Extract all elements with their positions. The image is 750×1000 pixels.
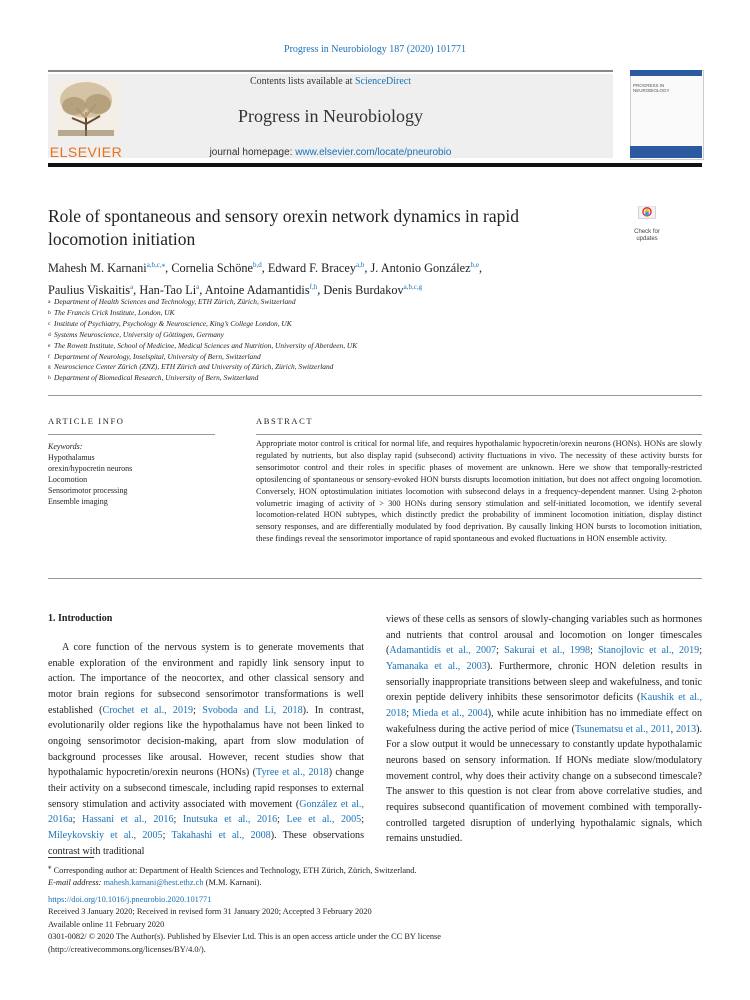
affiliation-list bbox=[48, 297, 708, 384]
received-dates: Received 3 January 2020; Received in revised form 31 January 2020; Accepted 3 February 2020 bbox=[48, 907, 372, 917]
keyword-item: Locomotion bbox=[48, 475, 88, 484]
email-line bbox=[48, 877, 702, 890]
elsevier-wordmark[interactable]: ELSEVIER bbox=[49, 144, 123, 160]
citation-link[interactable]: Stanojlovic et al., 2019 bbox=[598, 645, 700, 657]
citation-link[interactable]: Crochet et al., 2019 bbox=[102, 704, 194, 716]
journal-title[interactable]: Progress in Neurobiology bbox=[238, 106, 423, 126]
keywords-label: Keywords: bbox=[48, 442, 83, 451]
masthead-bottom-rule bbox=[48, 163, 702, 167]
author-name[interactable]: Han-Tao Li bbox=[139, 283, 197, 298]
citation-link[interactable]: 2013 bbox=[675, 723, 697, 735]
keywords-block bbox=[48, 441, 218, 507]
article-title-line-2: locomotion initiation bbox=[48, 229, 196, 249]
sciencedirect-link[interactable]: ScienceDirect bbox=[354, 76, 412, 87]
affiliation-letter: d bbox=[48, 331, 51, 338]
cover-top-bar bbox=[630, 70, 702, 76]
affiliation-letter: f bbox=[48, 353, 50, 360]
affiliation-letter: h bbox=[48, 375, 51, 382]
affiliation-text: Department of Biomedical Research, University of Bern, Switzerland bbox=[54, 373, 259, 383]
abstract-heading: ABSTRACT bbox=[256, 416, 314, 426]
citation-link[interactable]: Kaushik et al., 2018 bbox=[386, 692, 702, 719]
affiliation-item bbox=[48, 352, 708, 363]
author-name[interactable]: Mahesh M. Karnani bbox=[48, 261, 147, 276]
author-name[interactable]: Antoine Adamantidis bbox=[204, 283, 310, 298]
affiliation-item bbox=[48, 362, 708, 373]
author-affiliation-marks[interactable]: a bbox=[130, 283, 134, 292]
intro-paragraph-right: views of these cells as sensors of slowly-changing variables such as hormones and nutrients that control arousal and locomotion on longer timescales (Adamantidis et al., 2007; Sakurai et al., 1998; Stanojlovic et al., 2019; Yamanaka et al., 2003). Furthermore, chronic HON deletion results in sensorially inappropriate transitions between sleep and wakefulness, and tonic orexin peptide delivery inhibits these sensorimotor deficits (Kaushik et al., 2018; Mieda et al., 2004), while acute inhibition has no immediate effect on wakefulness during the active period of mice (Tsunematsu et al., 2011, 2013). For a slow output it would be unnecessary to constantly update hypothalamic neurons based on sensory information. If HONs mediate slow/modulatory movement control, why does their activity change on a subsecond timescale? The answer to this question is not clear from above correlative studies, and requires subsecond quantification of movement combined with temporally-controlled targeted disruption of underlying hypothalamic signals, which remains unstudied. bbox=[386, 614, 703, 845]
affiliation-letter: a bbox=[48, 299, 51, 305]
copyright-line: 0301-0082/ © 2020 The Author(s). Published by Elsevier Ltd. This is an open access article under the CC BY license bbox=[48, 932, 442, 942]
corresponding-line bbox=[48, 861, 702, 877]
email-link[interactable]: mahesh.karnani@hest.ethz.ch bbox=[103, 878, 204, 888]
footnote-mark: ⁎ bbox=[48, 863, 52, 871]
author-separator: , bbox=[478, 261, 483, 276]
affiliation-text: Neuroscience Center Zürich (ZNZ), ETH Zürich and University of Zürich, Zürich, Switzerland bbox=[54, 362, 334, 372]
journal-homepage bbox=[48, 147, 613, 158]
author-name[interactable]: Denis Burdakov bbox=[323, 283, 404, 298]
affiliation-letter: b bbox=[48, 309, 51, 316]
author-separator: , bbox=[133, 283, 140, 298]
author-separator: , bbox=[261, 261, 268, 276]
intro-paragraph-left: A core function of the nervous system is to generate movements that enable exploration of the environment and rapidly link sensory input to action. The importance of the neocortex, and other classical sensory and motor brain regions for subsecond sensorimotor transformations is well established (Crochet et al., 2019; Svoboda and Li, 2018). In contrast, evolutionarily older regions like the hypothalamus have not been linked to ongoing sensorimotor decision-making, apart from slow modulation of background processes like arousal. However, recent studies show that hypothalamic hypocretin/orexin neurons (HONs) (Tyree et al., 2018) change their activity on a subsecond timescale, including rapid responses to external sensory stimulation and activity associated with movement (González et al., 2016a; Hassani et al., 2016; Inutsuka et al., 2016; Lee et al., 2005; Mileykovskiy et al., 2005; Takahashi et al., 2008). These observations contrast with traditional bbox=[48, 642, 365, 857]
homepage-prefix: journal homepage: bbox=[209, 147, 296, 158]
author-list bbox=[48, 256, 708, 300]
citation-link[interactable]: Tyree et al., 2018 bbox=[255, 767, 329, 779]
author-affiliation-marks[interactable]: b,e bbox=[470, 261, 479, 269]
author-separator: , bbox=[317, 283, 324, 298]
abstract-text: Appropriate motor control is critical for normal life, and requires hypothalamic hypocretin/orexin neurons (HONs). HONs are slowly regulated by nutrients, but also display rapid (subsecond) activity fluctuations in vivo. The necessity of these activity bursts for sensorimotor control and their roles in specific phases of movement are unknown. Here we show that temporally-restricted optosilencing of spontaneous or sensory-evoked HON bursts disrupts locomotion initiation, but does not affect ongoing locomotion. Conversely, HON optostimulation initiates locomotion with subsecond delays in a frequency-dependent manner. Using 2-photon volumetric imaging of activity of > 300 HONs during sensory stimulation and self-initiated locomotion, we identify several locomotion-related HON subtypes, which distinctly predict the probability of imminent locomotion initiation, display distinct sensory responses, and are differentially modulated by food deprivation. By causally linking HON bursts to locomotion initiation, these findings reveal the sensorimotor importance of rapid spontaneous and evoked fluctuations in HON ensemble activity. bbox=[256, 439, 702, 544]
citation-link[interactable]: Mileykovskiy et al., 2005 bbox=[48, 829, 163, 841]
affiliation-text: Systems Neuroscience, University of Göttingen, Germany bbox=[54, 329, 224, 339]
author-name[interactable]: Paulius Viskaitis bbox=[48, 283, 131, 298]
citation-link[interactable]: Svoboda and Li, 2018 bbox=[202, 704, 303, 716]
doi-link[interactable]: https://doi.org/10.1016/j.pneurobio.2020.101771 bbox=[48, 895, 212, 904]
citation-link[interactable]: González et al., 2016a bbox=[48, 798, 364, 826]
author-separator: , bbox=[199, 283, 205, 298]
article-info-heading: ARTICLE INFO bbox=[48, 416, 125, 426]
corresponding-text: Corresponding author at: Department of Health Sciences and Technology, ETH Zürich, Zürich, Switzerland. bbox=[51, 865, 417, 875]
homepage-link[interactable]: www.elsevier.com/locate/pneurobio bbox=[295, 147, 452, 158]
author-separator: , bbox=[165, 261, 172, 276]
affiliation-item bbox=[48, 330, 708, 341]
affiliation-letter: g bbox=[48, 364, 51, 371]
article-footer bbox=[48, 894, 702, 956]
affiliation-letter: e bbox=[48, 342, 51, 349]
article-title bbox=[48, 205, 608, 251]
citation-link[interactable]: Sakurai et al., 1998 bbox=[504, 645, 591, 657]
author-affiliation-marks[interactable]: a,b,c,⁎ bbox=[146, 261, 166, 269]
affiliation-text: The Francis Crick Institute, London, UK bbox=[54, 307, 175, 317]
affiliation-item bbox=[48, 308, 708, 319]
citation-link[interactable]: Mieda et al., 2004 bbox=[412, 707, 488, 719]
citation-link[interactable]: Tsunematsu et al., 2011 bbox=[574, 723, 671, 735]
affiliation-text: Department of Neurology, Inselspital, University of Bern, Switzerland bbox=[54, 351, 261, 361]
email-suffix: (M.M. Karnani). bbox=[203, 878, 262, 888]
citation-link[interactable]: Lee et al., 2005 bbox=[286, 814, 362, 826]
license-line: (http://creativecommons.org/licenses/BY/4.0/). bbox=[48, 944, 206, 954]
author-name[interactable]: Edward F. Bracey bbox=[267, 261, 356, 276]
divider-bottom bbox=[48, 578, 702, 579]
abstract-rule bbox=[256, 434, 702, 435]
keyword-item: Ensemble imaging bbox=[48, 497, 108, 506]
author-affiliation-marks[interactable]: f,h bbox=[309, 283, 318, 292]
citation-line[interactable]: Progress in Neurobiology 187 (2020) 101771 bbox=[284, 44, 466, 55]
check-for-updates-label[interactable]: Check for updates bbox=[634, 229, 660, 242]
email-label: E-mail address: bbox=[48, 878, 104, 888]
footnote-rule bbox=[48, 857, 94, 858]
author-name[interactable]: J. Antonio González bbox=[370, 261, 471, 276]
author-name[interactable]: Cornelia Schöne bbox=[171, 261, 253, 276]
keyword-item: Sensorimotor processing bbox=[48, 486, 128, 495]
intro-column-left bbox=[48, 640, 364, 859]
check-for-updates-icon[interactable] bbox=[628, 206, 666, 228]
cover-bottom-bar bbox=[630, 146, 702, 158]
contents-line bbox=[48, 76, 613, 87]
affiliation-item bbox=[48, 297, 708, 308]
keyword-item: Hypothalamus bbox=[48, 453, 95, 462]
article-info-rule bbox=[48, 434, 215, 435]
introduction-heading: 1. Introduction bbox=[48, 613, 113, 624]
author-affiliation-marks[interactable]: b,d bbox=[252, 261, 262, 269]
corresponding-author-footnote bbox=[48, 861, 702, 890]
author-affiliation-marks[interactable]: a,b bbox=[356, 261, 365, 269]
online-date: Available online 11 February 2020 bbox=[48, 919, 165, 929]
divider-top bbox=[48, 395, 702, 396]
affiliation-text: Institute of Psychiatry, Psychology & Neuroscience, King’s College London, UK bbox=[54, 318, 292, 328]
contents-prefix: Contents lists available at bbox=[249, 76, 355, 87]
affiliation-item bbox=[48, 341, 708, 352]
citation-link[interactable]: Adamantidis et al., 2007 bbox=[389, 645, 497, 657]
affiliation-item bbox=[48, 319, 708, 330]
citation-link[interactable]: Hassani et al., 2016 bbox=[82, 814, 174, 826]
affiliation-text: The Rowett Institute, School of Medicine, Medical Sciences and Nutrition, University of Aberdeen, UK bbox=[54, 340, 358, 350]
cover-title: PROGRESS IN NEUROBIOLOGY bbox=[633, 83, 670, 93]
article-title-line-1: Role of spontaneous and sensory orexin network dynamics in rapid bbox=[48, 206, 519, 226]
author-affiliation-marks[interactable]: a bbox=[196, 283, 200, 292]
citation-link[interactable]: Yamanaka et al., 2003 bbox=[386, 660, 487, 672]
citation-link[interactable]: Takahashi et al., 2008 bbox=[171, 829, 271, 841]
affiliation-letter: c bbox=[48, 320, 51, 327]
keyword-item: orexin/hypocretin neurons bbox=[48, 464, 133, 473]
affiliation-text: Department of Health Sciences and Technology, ETH Zürich, Zürich, Switzerland bbox=[54, 297, 296, 306]
affiliation-item bbox=[48, 373, 708, 384]
author-affiliation-marks[interactable]: a,b,c,g bbox=[403, 283, 423, 292]
intro-column-right bbox=[386, 612, 702, 847]
citation-link[interactable]: Inutsuka et al., 2016 bbox=[182, 814, 278, 826]
masthead-top-rule bbox=[48, 70, 613, 72]
author-separator: , bbox=[364, 261, 371, 276]
